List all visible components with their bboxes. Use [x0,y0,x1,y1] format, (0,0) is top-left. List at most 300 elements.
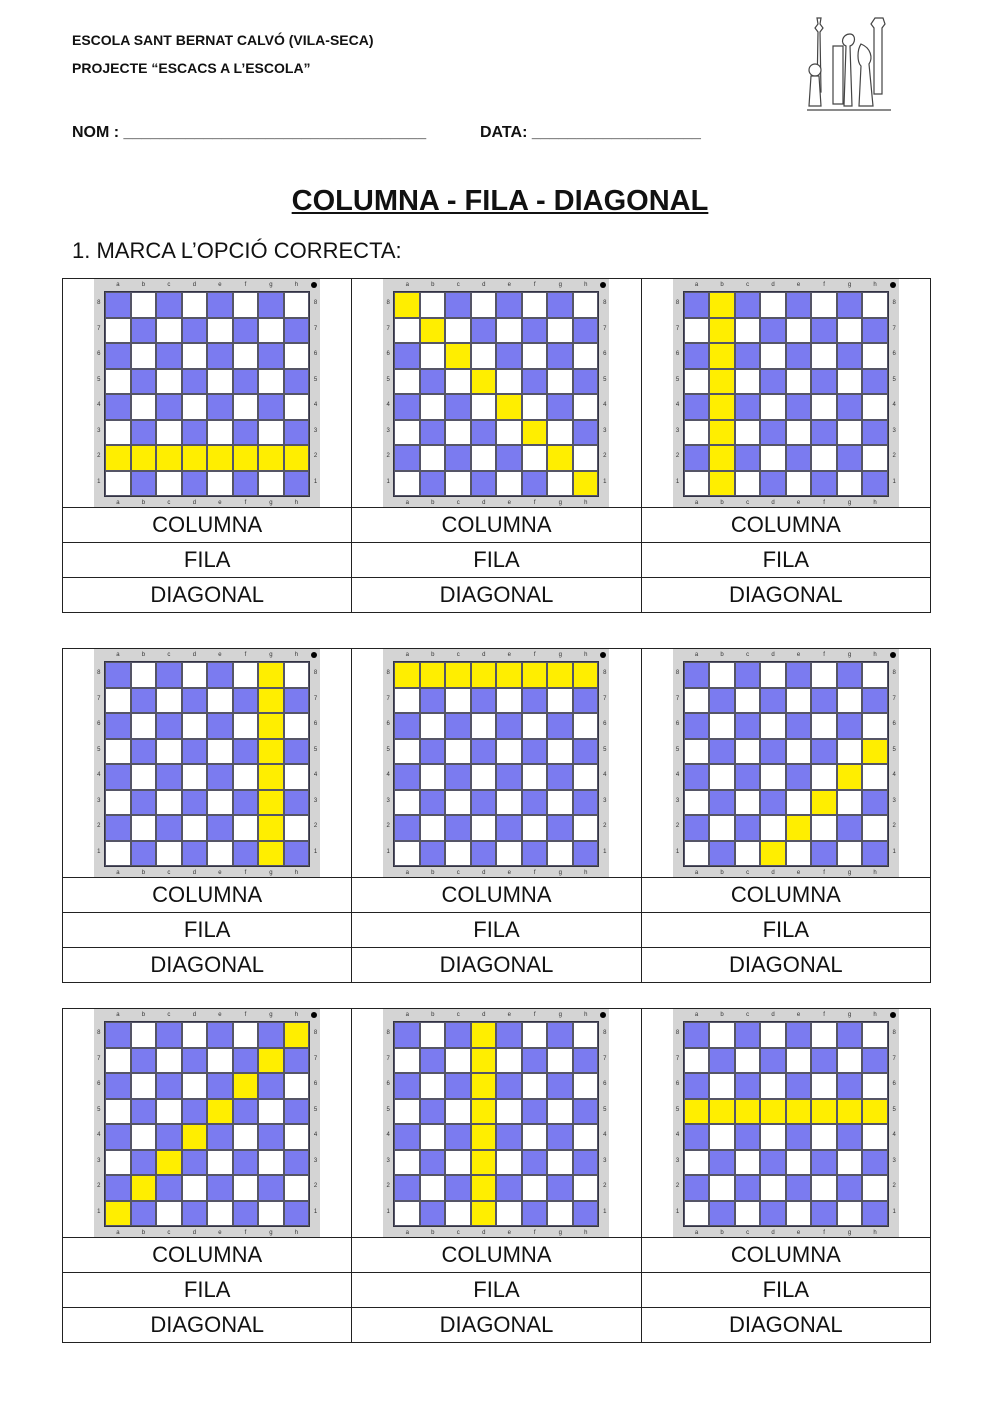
square-e7[interactable] [207,1048,233,1074]
square-h5[interactable] [862,369,888,395]
square-e4[interactable] [496,1124,522,1150]
square-f7[interactable] [233,1048,259,1074]
square-h7[interactable] [573,1048,599,1074]
square-b7[interactable] [709,318,735,344]
square-b4[interactable] [709,1124,735,1150]
square-f5[interactable] [811,1099,837,1125]
square-g2[interactable] [258,445,284,471]
square-c5[interactable] [156,1099,182,1125]
square-h7[interactable] [284,1048,310,1074]
square-h8[interactable] [862,292,888,318]
square-c4[interactable] [156,394,182,420]
square-d5[interactable] [760,1099,786,1125]
square-c3[interactable] [735,790,761,816]
square-g3[interactable] [258,790,284,816]
square-g1[interactable] [547,841,573,867]
square-a7[interactable] [684,1048,710,1074]
square-e3[interactable] [496,420,522,446]
square-e2[interactable] [207,1175,233,1201]
square-f4[interactable] [522,394,548,420]
square-a1[interactable] [684,471,710,497]
square-b8[interactable] [420,1022,446,1048]
square-d7[interactable] [182,1048,208,1074]
square-e8[interactable] [496,662,522,688]
square-f1[interactable] [811,841,837,867]
square-h4[interactable] [573,394,599,420]
square-c1[interactable] [735,471,761,497]
square-f6[interactable] [811,343,837,369]
square-b6[interactable] [131,343,157,369]
square-f7[interactable] [811,1048,837,1074]
square-f8[interactable] [811,292,837,318]
square-e5[interactable] [786,369,812,395]
square-g5[interactable] [547,369,573,395]
square-g7[interactable] [837,688,863,714]
square-c8[interactable] [445,292,471,318]
square-a8[interactable] [394,662,420,688]
square-g7[interactable] [547,1048,573,1074]
square-c7[interactable] [156,318,182,344]
square-h5[interactable] [284,1099,310,1125]
square-a3[interactable] [394,1150,420,1176]
square-d1[interactable] [760,841,786,867]
square-g8[interactable] [837,1022,863,1048]
square-e2[interactable] [786,445,812,471]
square-f2[interactable] [811,815,837,841]
option-diagonal[interactable]: DIAGONAL [641,948,930,983]
square-g3[interactable] [547,420,573,446]
option-diagonal[interactable]: DIAGONAL [352,578,641,613]
square-c5[interactable] [156,739,182,765]
square-a2[interactable] [105,815,131,841]
square-a5[interactable] [394,739,420,765]
square-h1[interactable] [573,471,599,497]
square-b1[interactable] [709,1201,735,1227]
square-a4[interactable] [105,764,131,790]
square-e1[interactable] [786,841,812,867]
square-b2[interactable] [131,815,157,841]
square-g6[interactable] [837,343,863,369]
square-f1[interactable] [233,841,259,867]
square-c7[interactable] [735,688,761,714]
square-c4[interactable] [156,764,182,790]
square-d7[interactable] [760,1048,786,1074]
square-g8[interactable] [258,662,284,688]
square-c6[interactable] [156,713,182,739]
square-h6[interactable] [284,713,310,739]
square-g7[interactable] [258,688,284,714]
square-e5[interactable] [496,369,522,395]
square-c5[interactable] [445,1099,471,1125]
square-h2[interactable] [573,1175,599,1201]
square-b3[interactable] [131,790,157,816]
square-b1[interactable] [709,841,735,867]
square-d6[interactable] [182,713,208,739]
square-g8[interactable] [547,1022,573,1048]
square-g8[interactable] [547,292,573,318]
square-c8[interactable] [156,292,182,318]
square-g4[interactable] [837,394,863,420]
square-h8[interactable] [284,662,310,688]
square-b3[interactable] [420,420,446,446]
square-g4[interactable] [837,764,863,790]
square-a4[interactable] [684,394,710,420]
square-c1[interactable] [156,841,182,867]
square-g3[interactable] [837,420,863,446]
square-a4[interactable] [394,394,420,420]
square-e5[interactable] [496,1099,522,1125]
square-a7[interactable] [684,688,710,714]
square-g4[interactable] [837,1124,863,1150]
square-f5[interactable] [811,369,837,395]
option-columna[interactable]: COLUMNA [63,878,352,913]
square-d1[interactable] [182,841,208,867]
square-c6[interactable] [735,1073,761,1099]
square-c1[interactable] [445,841,471,867]
square-h4[interactable] [862,764,888,790]
square-h3[interactable] [284,420,310,446]
square-b7[interactable] [131,1048,157,1074]
date-field[interactable]: DATA: ___________________ [480,124,701,141]
square-d7[interactable] [471,1048,497,1074]
square-c4[interactable] [735,1124,761,1150]
square-a7[interactable] [105,688,131,714]
square-h8[interactable] [862,662,888,688]
square-d6[interactable] [760,343,786,369]
square-h5[interactable] [862,1099,888,1125]
square-d3[interactable] [182,790,208,816]
square-f6[interactable] [233,713,259,739]
square-c7[interactable] [445,318,471,344]
square-a2[interactable] [105,1175,131,1201]
square-f1[interactable] [811,471,837,497]
square-b4[interactable] [420,1124,446,1150]
square-f6[interactable] [522,713,548,739]
option-diagonal[interactable]: DIAGONAL [641,1308,930,1343]
square-g3[interactable] [258,420,284,446]
square-c3[interactable] [156,420,182,446]
square-h4[interactable] [862,394,888,420]
square-a2[interactable] [105,445,131,471]
square-e5[interactable] [207,739,233,765]
square-d7[interactable] [471,318,497,344]
square-f3[interactable] [522,1150,548,1176]
square-e3[interactable] [207,1150,233,1176]
square-e3[interactable] [786,420,812,446]
square-h8[interactable] [284,292,310,318]
square-b8[interactable] [131,292,157,318]
square-d6[interactable] [182,1073,208,1099]
option-diagonal[interactable]: DIAGONAL [641,578,930,613]
square-f4[interactable] [811,394,837,420]
square-g6[interactable] [547,1073,573,1099]
square-b1[interactable] [131,471,157,497]
square-e8[interactable] [207,292,233,318]
square-g1[interactable] [837,841,863,867]
square-e6[interactable] [786,713,812,739]
square-f6[interactable] [233,1073,259,1099]
square-h7[interactable] [284,688,310,714]
square-f8[interactable] [522,662,548,688]
square-a8[interactable] [105,292,131,318]
square-f2[interactable] [233,815,259,841]
square-f6[interactable] [233,343,259,369]
square-e6[interactable] [207,1073,233,1099]
square-h2[interactable] [284,1175,310,1201]
square-c7[interactable] [156,1048,182,1074]
square-a6[interactable] [105,343,131,369]
square-h4[interactable] [284,1124,310,1150]
square-h8[interactable] [573,292,599,318]
square-h1[interactable] [573,1201,599,1227]
square-c8[interactable] [445,1022,471,1048]
square-e2[interactable] [496,445,522,471]
square-e1[interactable] [496,841,522,867]
square-e5[interactable] [207,369,233,395]
square-h2[interactable] [862,815,888,841]
square-f3[interactable] [811,1150,837,1176]
square-a1[interactable] [394,841,420,867]
square-f7[interactable] [522,1048,548,1074]
square-e5[interactable] [786,739,812,765]
square-b8[interactable] [709,1022,735,1048]
square-c1[interactable] [156,471,182,497]
square-c3[interactable] [445,790,471,816]
square-b3[interactable] [709,790,735,816]
square-a5[interactable] [394,1099,420,1125]
square-d8[interactable] [760,292,786,318]
square-d8[interactable] [471,1022,497,1048]
square-g7[interactable] [547,318,573,344]
square-g4[interactable] [547,1124,573,1150]
square-g6[interactable] [547,343,573,369]
square-e5[interactable] [496,739,522,765]
square-d6[interactable] [760,713,786,739]
square-h5[interactable] [573,739,599,765]
square-h1[interactable] [573,841,599,867]
square-a8[interactable] [684,1022,710,1048]
square-c4[interactable] [156,1124,182,1150]
square-e5[interactable] [786,1099,812,1125]
square-b6[interactable] [709,1073,735,1099]
square-b6[interactable] [131,713,157,739]
square-f1[interactable] [233,1201,259,1227]
square-c8[interactable] [156,662,182,688]
square-f1[interactable] [522,1201,548,1227]
square-g6[interactable] [837,713,863,739]
option-diagonal[interactable]: DIAGONAL [63,1308,352,1343]
square-d4[interactable] [182,1124,208,1150]
square-b6[interactable] [420,1073,446,1099]
square-d2[interactable] [182,815,208,841]
square-h3[interactable] [284,790,310,816]
square-b2[interactable] [420,445,446,471]
square-e8[interactable] [786,292,812,318]
square-e7[interactable] [496,688,522,714]
square-a6[interactable] [394,343,420,369]
square-d2[interactable] [760,815,786,841]
square-d8[interactable] [471,292,497,318]
square-g7[interactable] [547,688,573,714]
option-diagonal[interactable]: DIAGONAL [63,578,352,613]
square-f7[interactable] [522,688,548,714]
square-c6[interactable] [156,343,182,369]
square-e8[interactable] [786,1022,812,1048]
square-a8[interactable] [394,292,420,318]
square-a8[interactable] [105,1022,131,1048]
square-a2[interactable] [394,1175,420,1201]
square-a5[interactable] [105,739,131,765]
square-a1[interactable] [394,1201,420,1227]
square-d1[interactable] [182,471,208,497]
square-b4[interactable] [709,394,735,420]
square-d6[interactable] [471,343,497,369]
square-g1[interactable] [837,471,863,497]
square-f4[interactable] [233,394,259,420]
square-b3[interactable] [131,1150,157,1176]
square-a6[interactable] [105,713,131,739]
square-g2[interactable] [258,815,284,841]
square-g4[interactable] [258,1124,284,1150]
option-fila[interactable]: FILA [352,543,641,578]
square-d8[interactable] [182,292,208,318]
square-h5[interactable] [284,739,310,765]
option-fila[interactable]: FILA [641,913,930,948]
square-b3[interactable] [709,1150,735,1176]
square-f6[interactable] [522,343,548,369]
option-fila[interactable]: FILA [641,1273,930,1308]
square-b6[interactable] [131,1073,157,1099]
square-a3[interactable] [394,420,420,446]
square-c5[interactable] [735,1099,761,1125]
square-e3[interactable] [786,1150,812,1176]
square-g3[interactable] [258,1150,284,1176]
square-g1[interactable] [258,841,284,867]
square-c7[interactable] [735,318,761,344]
square-c4[interactable] [735,394,761,420]
square-e2[interactable] [786,815,812,841]
square-d1[interactable] [760,1201,786,1227]
square-h1[interactable] [284,1201,310,1227]
square-h5[interactable] [862,739,888,765]
square-h2[interactable] [862,1175,888,1201]
square-f2[interactable] [522,815,548,841]
square-a3[interactable] [105,420,131,446]
square-e6[interactable] [496,1073,522,1099]
square-h4[interactable] [573,1124,599,1150]
square-b1[interactable] [131,1201,157,1227]
square-h8[interactable] [573,662,599,688]
square-a1[interactable] [684,841,710,867]
square-f2[interactable] [811,445,837,471]
square-a3[interactable] [394,790,420,816]
square-g2[interactable] [547,815,573,841]
square-h3[interactable] [862,790,888,816]
square-d3[interactable] [471,1150,497,1176]
square-d6[interactable] [182,343,208,369]
square-b6[interactable] [420,713,446,739]
square-d2[interactable] [760,1175,786,1201]
square-g7[interactable] [258,318,284,344]
square-b5[interactable] [131,369,157,395]
square-d4[interactable] [471,394,497,420]
square-h4[interactable] [284,394,310,420]
square-a1[interactable] [684,1201,710,1227]
square-b8[interactable] [420,292,446,318]
square-d8[interactable] [760,662,786,688]
square-e7[interactable] [786,318,812,344]
square-c6[interactable] [445,1073,471,1099]
square-h3[interactable] [573,420,599,446]
square-g4[interactable] [547,764,573,790]
square-c8[interactable] [735,662,761,688]
square-h2[interactable] [284,445,310,471]
square-c6[interactable] [445,713,471,739]
square-e1[interactable] [207,1201,233,1227]
square-d3[interactable] [760,1150,786,1176]
square-c6[interactable] [445,343,471,369]
square-a8[interactable] [105,662,131,688]
square-d2[interactable] [471,815,497,841]
square-e7[interactable] [786,688,812,714]
square-a8[interactable] [394,1022,420,1048]
square-h6[interactable] [573,713,599,739]
square-c2[interactable] [156,445,182,471]
square-h3[interactable] [862,420,888,446]
square-c6[interactable] [156,1073,182,1099]
square-b3[interactable] [709,420,735,446]
square-a2[interactable] [684,445,710,471]
square-g1[interactable] [547,471,573,497]
square-d2[interactable] [471,1175,497,1201]
square-e3[interactable] [207,420,233,446]
square-g1[interactable] [258,1201,284,1227]
square-c4[interactable] [445,1124,471,1150]
square-c6[interactable] [735,713,761,739]
square-b1[interactable] [709,471,735,497]
square-d5[interactable] [760,369,786,395]
option-fila[interactable]: FILA [352,1273,641,1308]
square-e7[interactable] [207,688,233,714]
square-b7[interactable] [420,318,446,344]
square-d1[interactable] [471,1201,497,1227]
square-d8[interactable] [471,662,497,688]
square-e4[interactable] [207,764,233,790]
square-b7[interactable] [709,688,735,714]
square-f8[interactable] [522,1022,548,1048]
square-b2[interactable] [709,1175,735,1201]
square-f7[interactable] [522,318,548,344]
square-c5[interactable] [445,739,471,765]
square-d6[interactable] [471,713,497,739]
square-h3[interactable] [573,1150,599,1176]
square-d5[interactable] [471,1099,497,1125]
square-c7[interactable] [156,688,182,714]
square-g8[interactable] [258,1022,284,1048]
square-f1[interactable] [522,471,548,497]
square-a2[interactable] [684,1175,710,1201]
square-h1[interactable] [862,1201,888,1227]
square-f1[interactable] [233,471,259,497]
square-g6[interactable] [258,343,284,369]
square-d3[interactable] [471,420,497,446]
square-g6[interactable] [258,1073,284,1099]
square-g4[interactable] [258,394,284,420]
square-g8[interactable] [547,662,573,688]
square-e1[interactable] [786,471,812,497]
option-columna[interactable]: COLUMNA [352,508,641,543]
square-h5[interactable] [573,369,599,395]
